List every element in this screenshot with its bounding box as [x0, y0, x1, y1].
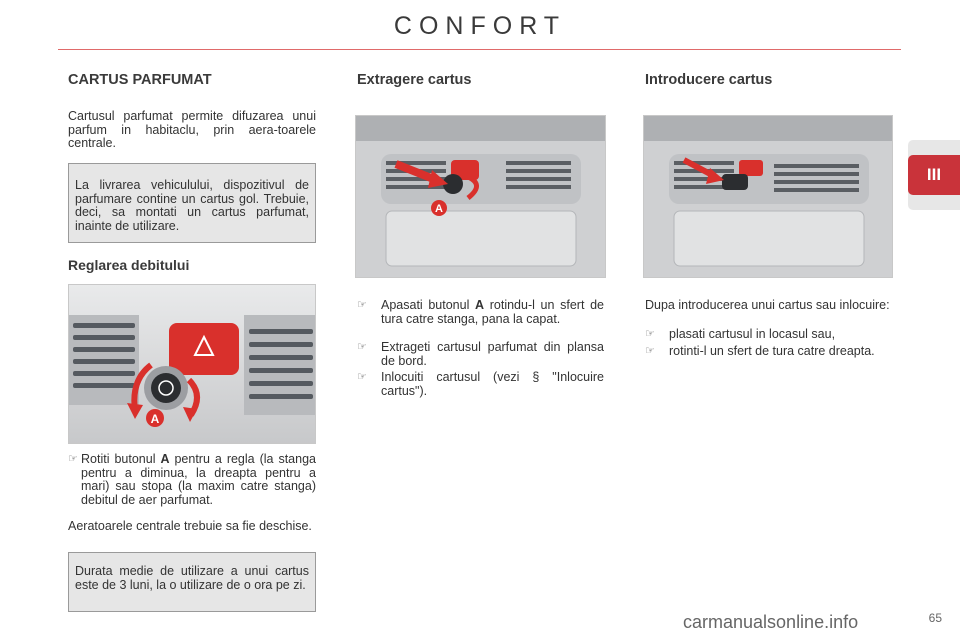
figure-label-a: A [435, 203, 443, 215]
figure-label-a: A [150, 412, 160, 426]
bullet-text-pre: Apasati butonul [381, 298, 476, 312]
bullet-press-button [357, 299, 605, 341]
bullet-text: Extrageti cartusul parfumat din plansa de bord. [381, 340, 604, 368]
hand-pointing-icon: ☞ [357, 341, 367, 353]
hand-pointing-icon: ☞ [357, 299, 367, 311]
page-title: CONFORT [393, 12, 567, 40]
scent-cartridge [722, 174, 748, 190]
info-note-delivery: La livrarea vehiculului, dispozitivul de parfumare contine un cartus gol. Trebuie, deci, sa montati un cartus parfumat, inainte de utilizare. [68, 163, 316, 243]
info-note-duration: Durata medie de utilizare a unui cartus este de 3 luni, la o utilizare de o ora pe zi. [68, 552, 316, 612]
header-rule [58, 49, 901, 50]
figure-flow-adjust [68, 284, 316, 444]
bullet-text-post: rotindu-l un sfert de tura catre stanga, pana la capat. [381, 298, 604, 326]
hand-pointing-icon: ☞ [357, 371, 367, 383]
hand-pointing-icon: ☞ [645, 328, 655, 340]
watermark-link[interactable]: carmanualsonline.info [683, 612, 859, 632]
chapter-tab[interactable]: III [908, 155, 960, 195]
hazard-button [169, 323, 239, 375]
bullet-text-pre: Rotiti butonul [81, 452, 161, 466]
hazard-button [739, 160, 763, 176]
left-air-vent [69, 315, 139, 405]
insert-intro-paragraph: Dupa introducerea unui cartus sau inlocuire: [645, 298, 890, 312]
section-heading-extragere: Extragere cartus [357, 72, 472, 88]
intro-paragraph: Cartusul parfumat permite difuzarea unui parfum in habitaclu, prin aera-toarele centrale. [68, 109, 316, 150]
bullet-text-bold: A [475, 298, 485, 312]
bullet-text-post: pentru a regla (la stanga pentru a diminua, la dreapta pentru a mari) sau stopa (la maxim catre stanga) debitul de aer parfumat. [81, 452, 316, 507]
bullet-extract [357, 341, 605, 369]
section-heading-introducere: Introducere cartus [645, 72, 773, 88]
bullet-text: Inlocuiti cartusul (vezi § "Inlocuire cartus"). [381, 370, 604, 398]
bullet-text-bold: A [160, 452, 170, 466]
glovebox-panel [674, 211, 864, 266]
figure-insert-cartridge [643, 115, 893, 278]
figure-extract-cartridge [355, 115, 606, 278]
right-air-vent [244, 315, 316, 415]
page-number: 65 [928, 611, 942, 625]
vents-open-paragraph: Aeratoarele centrale trebuie sa fie deschise. [68, 519, 312, 533]
dashboard-vents [381, 154, 581, 204]
hand-pointing-icon: ☞ [645, 345, 655, 357]
bullet-replace [357, 371, 605, 399]
hand-pointing-icon: ☞ [68, 453, 78, 465]
section-heading-cartus-parfumat: CARTUS PARFUMAT [68, 72, 212, 88]
subheading-reglarea-debitului: Reglarea debitului [68, 257, 190, 273]
scent-knob [144, 366, 188, 410]
glovebox-panel [386, 211, 576, 266]
bullet-rotate-cartridge [645, 345, 893, 373]
bullet-text: rotinti-l un sfert de tura catre dreapta. [669, 344, 875, 358]
bullet-place-cartridge [645, 328, 893, 344]
bullet-text: plasati cartusul in locasul sau, [669, 327, 836, 341]
dashboard-vents [669, 154, 869, 204]
bullet-rotate-knob [68, 453, 316, 518]
